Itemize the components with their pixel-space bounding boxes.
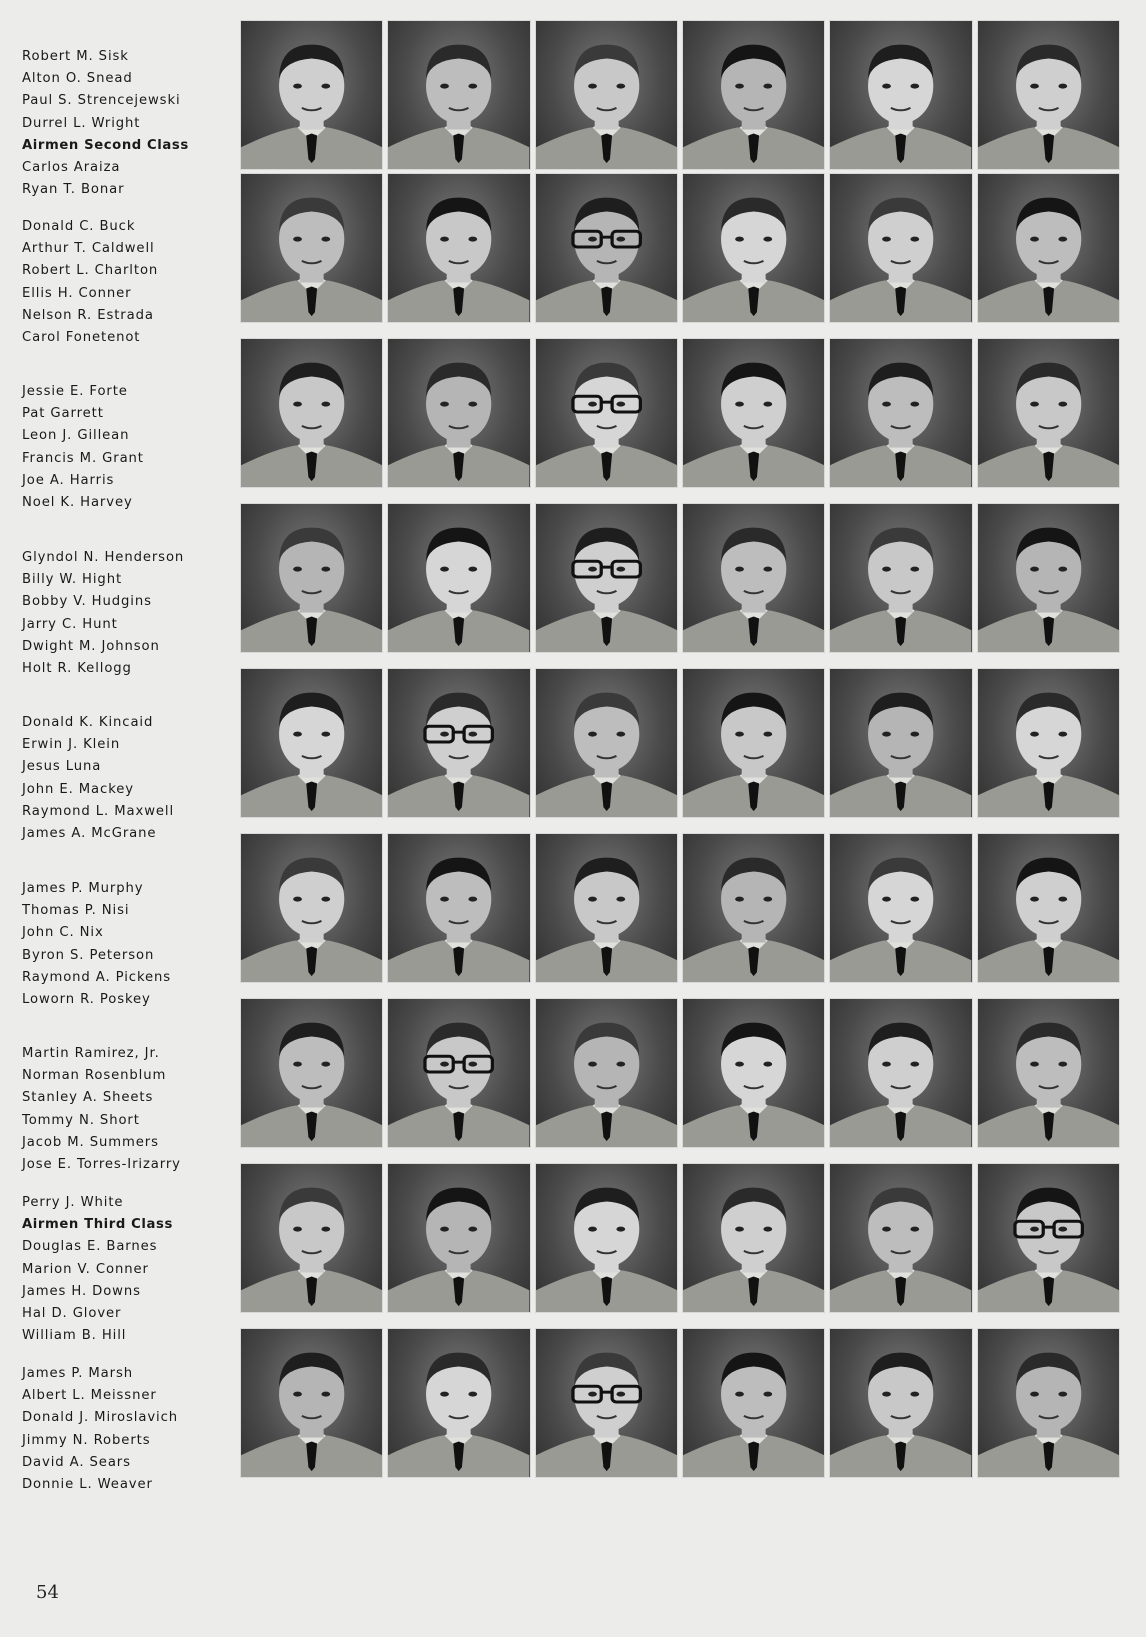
person-name: Francis M. Grant (22, 450, 144, 466)
person-name: Albert L. Meissner (22, 1388, 157, 1404)
person-name: James H. Downs (22, 1283, 141, 1299)
person-name: Jimmy N. Roberts (22, 1432, 151, 1448)
person-name: Tommy N. Short (22, 1112, 140, 1128)
person-name: Jose E. Torres-Irizarry (22, 1157, 181, 1173)
person-name: Pat Garrett (22, 406, 104, 422)
person-name: Donald K. Kincaid (22, 715, 154, 730)
portrait-row (240, 20, 1120, 168)
portrait-photo (829, 1163, 972, 1313)
portrait-photo (240, 1328, 383, 1478)
person-name: Bobby V. Hudgins (22, 594, 152, 610)
person-name: John C. Nix (22, 925, 104, 941)
page-number: 54 (36, 1582, 59, 1603)
person-name: James A. McGrane (22, 826, 157, 842)
portrait-photo (240, 833, 383, 983)
person-name: Jarry C. Hunt (22, 616, 118, 632)
portrait-photo (535, 668, 678, 818)
person-name: Marion V. Conner (22, 1261, 149, 1277)
person-name: Paul S. Strencejewski (22, 93, 181, 109)
portrait-photo (240, 503, 383, 653)
rank-heading: Airmen Third Class (22, 1217, 173, 1233)
portrait-row (240, 1163, 1120, 1311)
person-name: Raymond L. Maxwell (22, 803, 175, 819)
person-name: Martin Ramirez, Jr. (22, 1046, 160, 1061)
portrait-photo (977, 833, 1120, 983)
portrait-photo (829, 1328, 972, 1478)
name-group (22, 381, 232, 514)
person-name: Ellis H. Conner (22, 285, 132, 301)
portrait-row (240, 503, 1120, 651)
name-group (22, 1363, 232, 1496)
person-name: Norman Rosenblum (22, 1068, 167, 1084)
person-name: Raymond A. Pickens (22, 969, 172, 985)
person-name: Ryan T. Bonar (22, 182, 125, 198)
person-name: Donald J. Miroslavich (22, 1410, 178, 1426)
portrait-photo (240, 998, 383, 1148)
person-name: John E. Mackey (22, 781, 134, 797)
portrait-photo (682, 668, 825, 818)
portrait-photo (682, 20, 825, 170)
portrait-photo (240, 173, 383, 323)
portrait-photo (535, 338, 678, 488)
name-group (22, 547, 232, 680)
name-group (22, 46, 232, 201)
portrait-photo (977, 503, 1120, 653)
portrait-photo (387, 503, 530, 653)
person-name: Byron S. Peterson (22, 947, 155, 963)
portrait-photo (977, 173, 1120, 323)
person-name: Donnie L. Weaver (22, 1477, 153, 1493)
person-name: Jessie E. Forte (22, 384, 128, 399)
portrait-photo (682, 1163, 825, 1313)
name-list (22, 0, 232, 1637)
portrait-photo (682, 173, 825, 323)
portrait-photo (535, 1328, 678, 1478)
portrait-photo (387, 338, 530, 488)
person-name: Holt R. Kellogg (22, 661, 132, 677)
portrait-photo (682, 503, 825, 653)
portrait-photo (682, 833, 825, 983)
portrait-photo (387, 998, 530, 1148)
portrait-photo (829, 338, 972, 488)
person-name: Nelson R. Estrada (22, 307, 154, 323)
person-name: Erwin J. Klein (22, 737, 121, 753)
portrait-row (240, 173, 1120, 321)
name-group (22, 216, 232, 349)
portrait-photo (387, 1328, 530, 1478)
portrait-photo (977, 668, 1120, 818)
person-name: Hal D. Glover (22, 1306, 122, 1322)
person-name: Donald C. Buck (22, 219, 136, 234)
portrait-photo (977, 998, 1120, 1148)
portrait-photo (977, 1328, 1120, 1478)
portrait-photo (535, 833, 678, 983)
person-name: Billy W. Hight (22, 572, 123, 588)
portrait-photo (535, 503, 678, 653)
person-name: Thomas P. Nisi (22, 903, 130, 919)
portrait-photo (829, 668, 972, 818)
person-name: William B. Hill (22, 1328, 127, 1344)
person-name: Carlos Araiza (22, 160, 121, 176)
portrait-photo (829, 833, 972, 983)
portrait-row (240, 338, 1120, 486)
name-group (22, 712, 232, 845)
portrait-photo (829, 173, 972, 323)
portrait-photo (240, 668, 383, 818)
portrait-photo (240, 1163, 383, 1313)
portrait-photo (829, 998, 972, 1148)
portrait-photo (682, 1328, 825, 1478)
person-name: Robert L. Charlton (22, 263, 159, 279)
portrait-photo (977, 1163, 1120, 1313)
portrait-grid (240, 20, 1120, 1550)
person-name: Robert M. Sisk (22, 49, 129, 64)
portrait-photo (535, 20, 678, 170)
portrait-photo (240, 20, 383, 170)
person-name: Carol Fonetenot (22, 330, 141, 346)
portrait-row (240, 1328, 1120, 1476)
name-group (22, 1192, 232, 1347)
portrait-photo (829, 503, 972, 653)
person-name: Jesus Luna (22, 759, 102, 775)
person-name: Loworn R. Poskey (22, 992, 151, 1008)
person-name: James P. Murphy (22, 881, 144, 896)
portrait-photo (240, 338, 383, 488)
portrait-photo (977, 338, 1120, 488)
person-name: Glyndol N. Henderson (22, 550, 185, 565)
portrait-row (240, 668, 1120, 816)
portrait-photo (535, 1163, 678, 1313)
person-name: Alton O. Snead (22, 71, 133, 87)
portrait-photo (977, 20, 1120, 170)
portrait-photo (387, 173, 530, 323)
person-name: Perry J. White (22, 1195, 124, 1210)
person-name: Noel K. Harvey (22, 495, 133, 511)
portrait-photo (535, 173, 678, 323)
rank-heading: Airmen Second Class (22, 137, 189, 153)
portrait-photo (829, 20, 972, 170)
person-name: Stanley A. Sheets (22, 1090, 154, 1106)
person-name: Douglas E. Barnes (22, 1239, 158, 1255)
person-name: David A. Sears (22, 1454, 131, 1470)
portrait-photo (387, 20, 530, 170)
person-name: James P. Marsh (22, 1366, 133, 1381)
portrait-photo (387, 1163, 530, 1313)
name-group (22, 878, 232, 1011)
portrait-photo (387, 833, 530, 983)
portrait-row (240, 833, 1120, 981)
person-name: Durrel L. Wright (22, 115, 141, 131)
person-name: Leon J. Gillean (22, 428, 130, 444)
name-group (22, 1043, 232, 1176)
person-name: Jacob M. Summers (22, 1134, 159, 1150)
portrait-row (240, 998, 1120, 1146)
portrait-photo (535, 998, 678, 1148)
person-name: Arthur T. Caldwell (22, 241, 155, 257)
portrait-photo (682, 338, 825, 488)
portrait-photo (682, 998, 825, 1148)
person-name: Dwight M. Johnson (22, 638, 160, 654)
person-name: Joe A. Harris (22, 472, 115, 488)
portrait-photo (387, 668, 530, 818)
